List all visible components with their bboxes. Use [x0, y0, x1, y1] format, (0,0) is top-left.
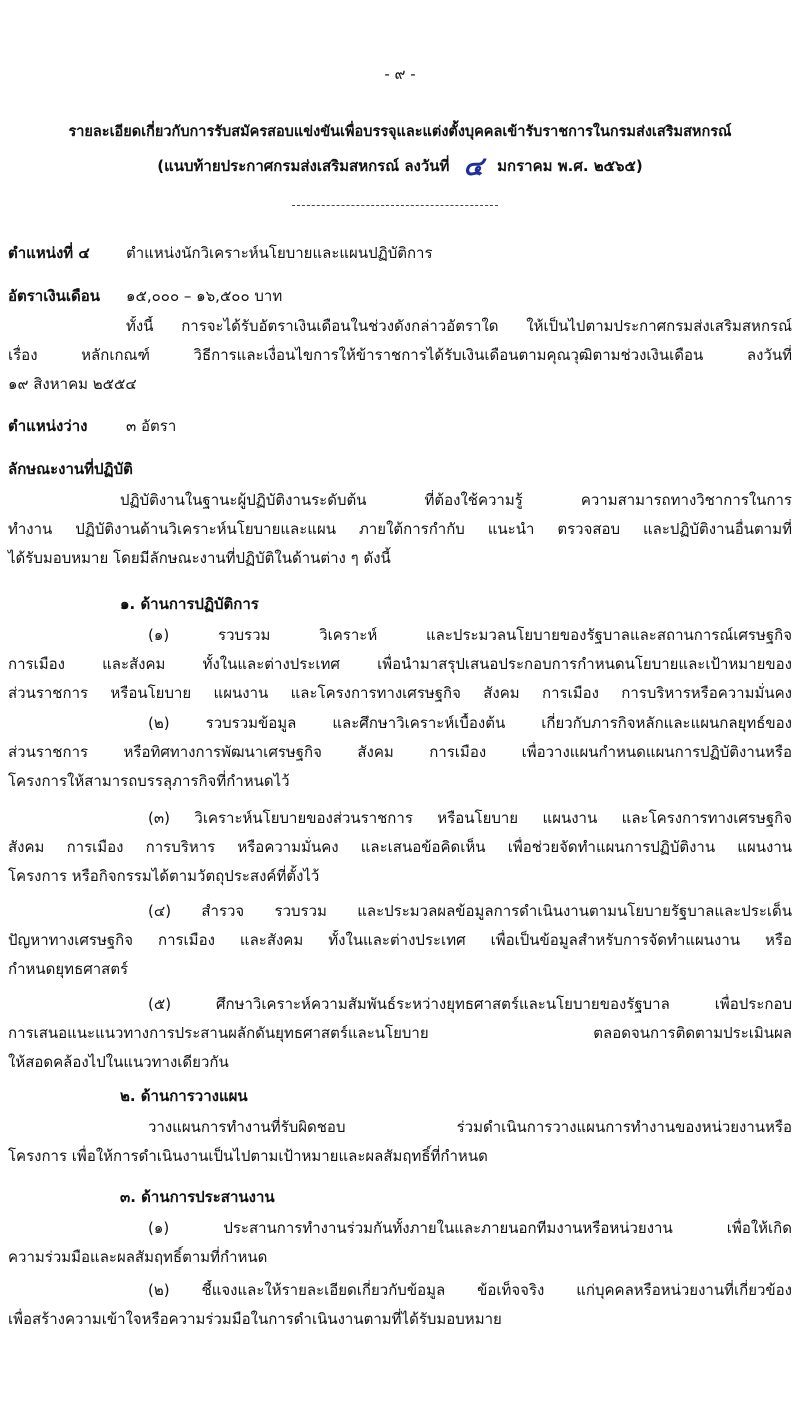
intro-line: ได้รับมอบหมาย โดยมีลักษณะงานที่ปฏิบัติในด้านต่าง ๆ ดังนี้ [8, 549, 391, 567]
item-line: (๑) รวบรวม วิเคราะห์ และประมวลนโยบายของรัฐบาลและสถานการณ์เศรษฐกิจ [148, 626, 792, 644]
vacancy-label: ตำแหน่งว่าง [8, 417, 88, 435]
salary-value: ๑๕,๐๐๐ – ๑๖,๕๐๐ บาท [126, 287, 283, 305]
position-row [8, 243, 433, 263]
subtitle-prefix: (แนบท้ายประกาศกรมส่งเสริมสหกรณ์ ลงวันที่ [157, 157, 450, 175]
item-line: โครงการ เพื่อให้การดำเนินงานเป็นไปตามเป้าหมายและผลสัมฤทธิ์ที่กำหนด [8, 1147, 488, 1165]
item-line: โครงการให้สามารถบรรลุภารกิจที่กำหนดไว้ [8, 772, 290, 790]
item-line: (๓) วิเคราะห์นโยบายของส่วนราชการ หรือนโยบาย แผนงาน และโครงการทางเศรษฐกิจ [148, 809, 792, 827]
item-line: ปัญหาทางเศรษฐกิจ การเมือง และสังคม ทั้งในและต่างประเทศ เพื่อเป็นข้อมูลสำหรับการจัดทำแผนงาน หรือ [8, 931, 792, 949]
salary-note-line: ๑๙ สิงหาคม ๒๕๕๔ [8, 375, 137, 393]
page-number: - ๙ - [384, 65, 416, 83]
item-line: การเสนอแนะแนวทางการประสานผลักดันยุทธศาสตร์และนโยบาย ตลอดจนการติดตามประเมินผล [8, 1024, 792, 1042]
item-line: (๒) ชี้แจงและให้รายละเอียดเกี่ยวกับข้อมูล ข้อเท็จจริง แก่บุคคลหรือหน่วยงานที่เกี่ยวข้อง [148, 1281, 792, 1299]
document-title: รายละเอียดเกี่ยวกับการรับสมัครสอบแข่งขันเพื่อบรรจุและแต่งตั้งบุคคลเข้ารับราชการในกรมส่งเสริมสหกรณ์ [68, 124, 732, 140]
item-line: เพื่อสร้างความเข้าใจหรือความร่วมมือในการดำเนินงานตามที่ได้รับมอบหมาย [8, 1310, 502, 1328]
salary-row [8, 286, 282, 306]
item-line: วางแผนการทำงานที่รับผิดชอบ ร่วมดำเนินการวางแผนการทำงานของหน่วยงานหรือ [148, 1118, 792, 1136]
section-title: ๒. ด้านการวางแผน [120, 1087, 248, 1105]
item-line: การเมือง และสังคม ทั้งในและต่างประเทศ เพื่อนำมาสรุปเสนอประกอบการกำหนดนโยบายและเป้าหมายของ [8, 655, 792, 673]
item-line: (๒) รวบรวมข้อมูล และศึกษาวิเคราะห์เบื้องต้น เกี่ยวกับภารกิจหลักและแผนกลยุทธ์ของ [148, 714, 792, 732]
vacancy-row [8, 416, 176, 436]
item-line: โครงการ หรือกิจกรรมได้ตามวัตถุประสงค์ที่ตั้งไว้ [8, 867, 320, 885]
item-line: สังคม การเมือง การบริหาร หรือความมั่นคง และเสนอข้อคิดเห็น เพื่อช่วยจัดทำแผนการปฏิบัติงาน แผนงาน [8, 838, 792, 856]
position-value: ตำแหน่งนักวิเคราะห์นโยบายและแผนปฏิบัติการ [126, 244, 433, 262]
separator-line [292, 205, 498, 206]
subtitle-suffix: มกราคม พ.ศ. ๒๕๖๕) [497, 157, 643, 175]
item-line: (๔) สำรวจ รวบรวม และประมวลผลข้อมูลการดำเนินงานตามนโยบายรัฐบาลและประเด็น [148, 902, 792, 920]
item-line: ส่วนราชการ หรือทิศทางการพัฒนาเศรษฐกิจ สังคม การเมือง เพื่อวางแผนกำหนดแผนการปฏิบัติงานหรือ [8, 743, 792, 761]
document-subtitle [0, 152, 800, 182]
salary-note-line: เรื่อง หลักเกณฑ์ วิธีการและเงื่อนไขการให้ข้าราชการได้รับเงินเดือนตามคุณวุฒิตามช่วงเงินเดือน ลงวันที่ [8, 346, 792, 364]
section-title: ๓. ด้านการประสานงาน [120, 1188, 275, 1206]
intro-line: ทำงาน ปฏิบัติงานด้านวิเคราะห์นโยบายและแผน ภายใต้การกำกับ แนะนำ ตรวจสอบ และปฏิบัติงานอื่นตามที่ [8, 520, 792, 538]
salary-label: อัตราเงินเดือน [8, 287, 101, 305]
salary-note-line: ทั้งนี้ การจะได้รับอัตราเงินเดือนในช่วงดังกล่าวอัตราใด ให้เป็นไปตามประกาศกรมส่งเสริมสหกรณ์ [126, 317, 792, 335]
intro-line: ปฏิบัติงานในฐานะผู้ปฏิบัติงานระดับต้น ที่ต้องใช้ความรู้ ความสามารถทางวิชาการในการ [120, 491, 792, 509]
duties-heading: ลักษณะงานที่ปฏิบัติ [8, 460, 133, 478]
item-line: (๕) ศึกษาวิเคราะห์ความสัมพันธ์ระหว่างยุทธศาสตร์และนโยบายของรัฐบาล เพื่อประกอบ [148, 995, 792, 1013]
section-title: ๑. ด้านการปฏิบัติการ [120, 595, 259, 613]
item-line: ให้สอดคล้องไปในแนวทางเดียวกัน [8, 1053, 229, 1071]
vacancy-value: ๓ อัตรา [126, 417, 177, 435]
item-line: ความร่วมมือและผลสัมฤทธิ์ตามที่กำหนด [8, 1248, 268, 1266]
item-line: ส่วนราชการ หรือนโยบาย แผนงาน และโครงการทางเศรษฐกิจ สังคม การเมือง การบริหารหรือความมั่นคง [8, 684, 792, 702]
handwritten-day: ๔ [463, 152, 484, 182]
item-line: กำหนดยุทธศาสตร์ [8, 960, 129, 978]
item-line: (๑) ประสานการทำงานร่วมกันทั้งภายในและภายนอกทีมงานหรือหน่วยงาน เพื่อให้เกิด [148, 1219, 792, 1237]
position-label: ตำแหน่งที่ ๔ [8, 244, 90, 262]
